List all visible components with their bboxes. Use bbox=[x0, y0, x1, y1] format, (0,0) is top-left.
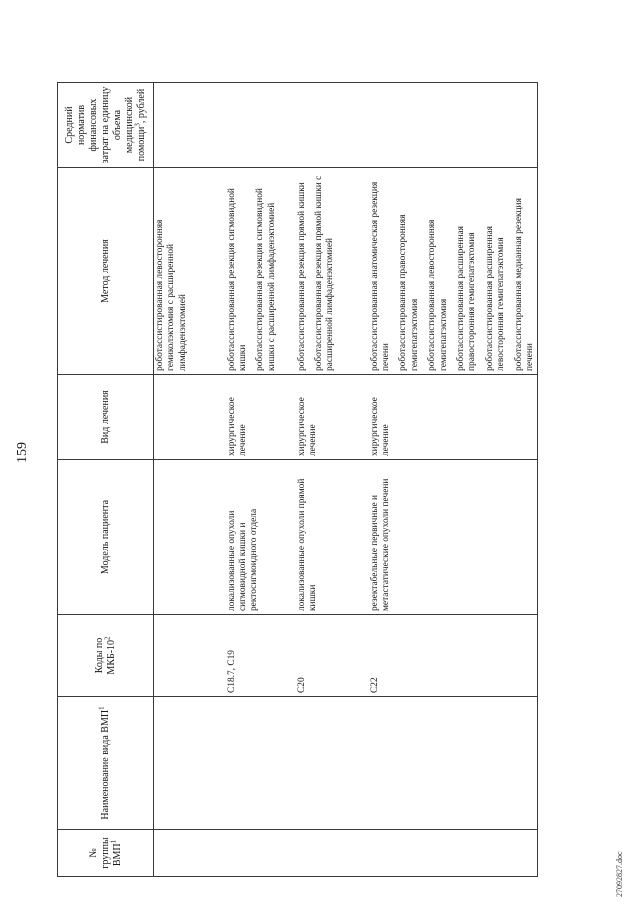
document-filename: 27092827.doc bbox=[615, 851, 624, 897]
icd-code-cell: C22 bbox=[369, 615, 538, 697]
header-group-number: № группы ВМП$^1$ bbox=[58, 830, 154, 877]
method-item: роботассистированная левосторонняя гемиколэктомия с расширенной лимфаденэктомией bbox=[155, 219, 188, 371]
treatment-type-cell: хирургическое лечение bbox=[226, 375, 296, 460]
table-row bbox=[296, 83, 369, 877]
patient-model-cell: локализованные опухоли прямой кишки bbox=[296, 460, 369, 615]
method-item: роботассистированная медианная резекция печени bbox=[513, 198, 535, 371]
icd-code-cell: C18.7, C19 bbox=[226, 615, 296, 697]
method-item: роботассистированная расширенная правосторонняя гемигепатэктомия bbox=[455, 226, 478, 371]
method-cell bbox=[226, 168, 296, 375]
header-treatment-type: Вид лечения bbox=[58, 375, 154, 460]
table-header-row bbox=[58, 83, 154, 877]
vmp-table bbox=[57, 82, 538, 877]
treatment-type-cell: хирургическое лечение bbox=[369, 375, 538, 460]
method-item: роботассистированная резекция прямой кишки с расширенной лимфаденэктомией bbox=[313, 175, 336, 371]
header-icd-codes: Коды по МКБ-$10^2$ bbox=[58, 615, 154, 697]
treatment-type-cell: хирургическое лечение bbox=[296, 375, 369, 460]
method-item: роботассистированная анатомическая резекция печени bbox=[369, 181, 391, 371]
table-row bbox=[226, 83, 296, 877]
method-cell bbox=[369, 168, 538, 375]
method-item: роботассистированная правосторонняя гемигепатэктомия bbox=[398, 214, 420, 371]
page-number: 159 bbox=[15, 442, 30, 463]
method-item: роботассистированная резекция сигмовидной кишки bbox=[226, 188, 248, 371]
header-vmp-name: Наименование вида ВМП$^1$ bbox=[58, 697, 154, 830]
icd-code-cell: C20 bbox=[296, 615, 369, 697]
header-patient-model: Модель пациента bbox=[58, 460, 154, 615]
patient-model-cell: резектабельные первичные и метастатические опухоли печени bbox=[369, 460, 538, 615]
method-cell bbox=[154, 168, 226, 375]
method-item: роботассистированная левосторонняя гемигепатэктомия bbox=[427, 219, 449, 371]
method-cell bbox=[296, 168, 369, 375]
method-item: роботассистированная резекция прямой кишки bbox=[296, 182, 307, 371]
method-item: роботассистированная резекция сигмовидной кишки с расширенной лимфаденэктомией bbox=[255, 188, 277, 371]
table-row bbox=[369, 83, 538, 877]
header-treatment-method: Метод лечения bbox=[58, 168, 154, 375]
header-average-cost: Средний норматив финансовых затрат на единицу объема медицинской помощи$^3$, рублей bbox=[58, 83, 154, 168]
patient-model-cell: локализованные опухоли сигмовидной кишки и ректосигмоидного отдела bbox=[226, 460, 296, 615]
table-row bbox=[154, 83, 226, 877]
method-item: роботассистированная расширенная левосторонняя гемигепатэктомия bbox=[484, 226, 507, 371]
